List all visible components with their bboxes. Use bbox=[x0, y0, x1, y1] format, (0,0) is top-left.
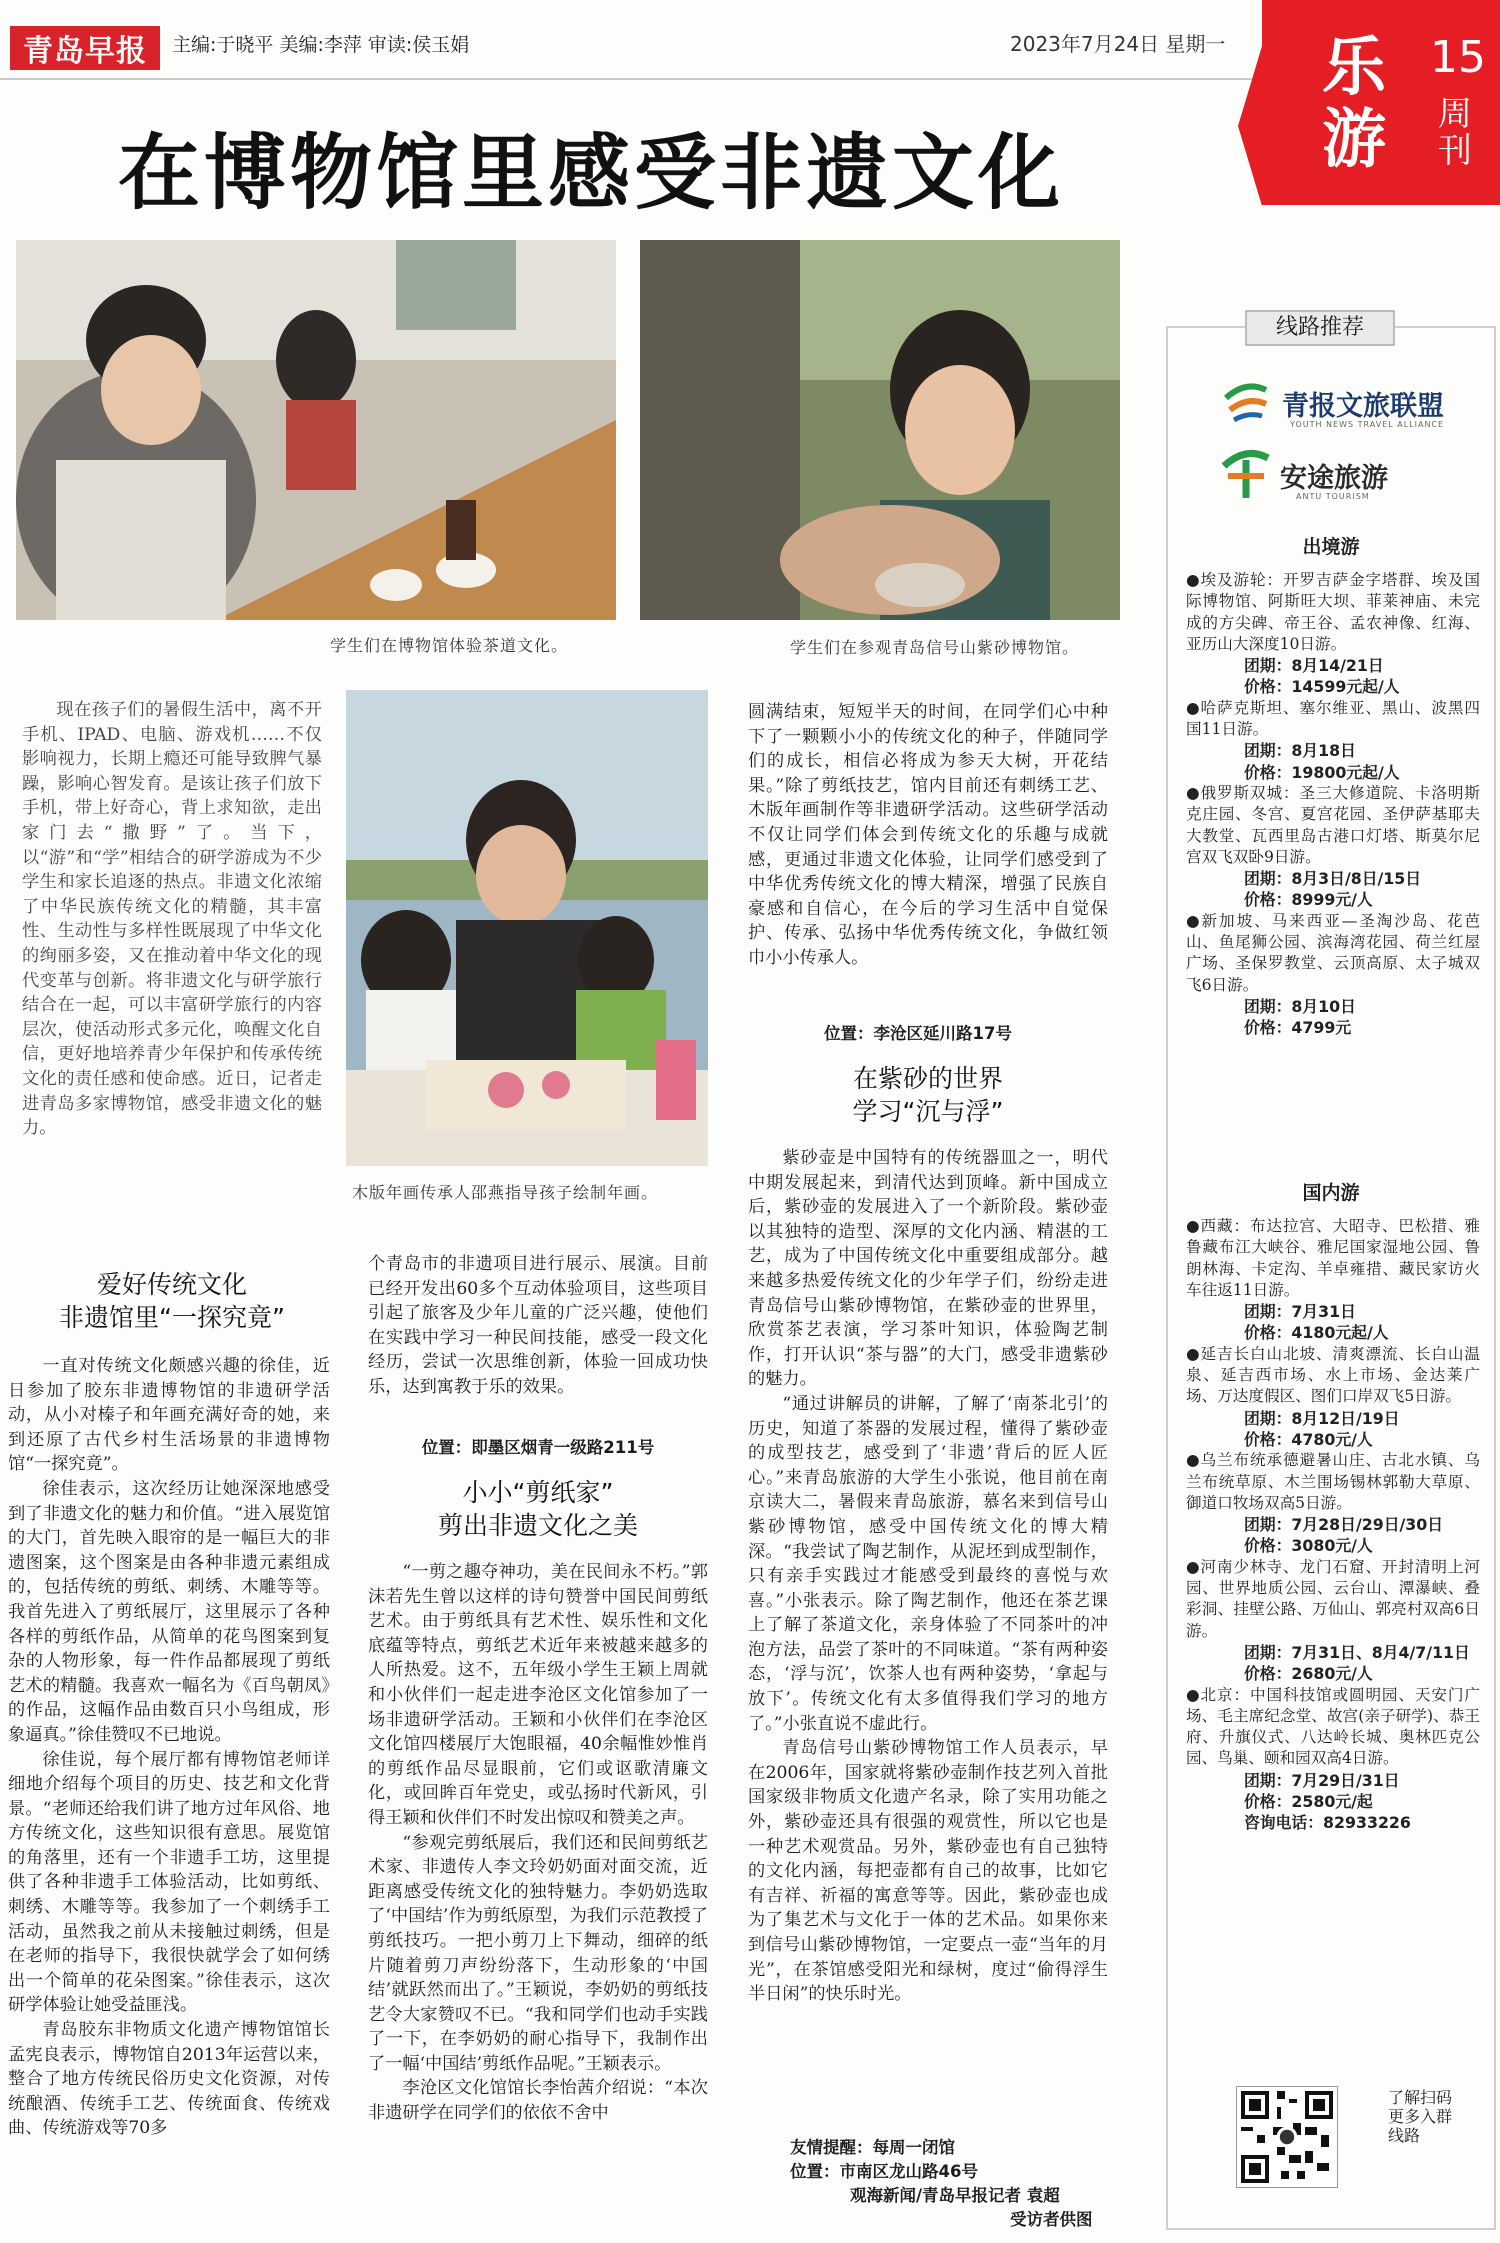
route-dates: 团期：8月14/21日 bbox=[1244, 656, 1384, 676]
route-dates: 团期：7月31日 bbox=[1244, 1302, 1356, 1322]
location-1: 位置：即墨区烟青一级路211号 bbox=[421, 1438, 655, 1457]
section2-body bbox=[368, 1560, 708, 2126]
section1-continued-paragraph: 个青岛市的非遗项目进行展示、展演。目前已经开发出60多个互动体验项目，这些项目引起了旅客及少年儿童的广泛兴趣，使他们在实践中学习一种民间技能，感受一段文化经历，尝试一次思维创新，体验一回成功快乐，达到寓教于乐的效果。 bbox=[368, 1254, 708, 1397]
outbound-routes bbox=[1186, 570, 1480, 1039]
route-price: 价格：2680元/人 bbox=[1244, 1664, 1373, 1684]
brand2-name: 安途旅游 bbox=[1280, 463, 1388, 494]
route-description: ●新加坡、马来西亚—圣淘沙岛、花芭山、鱼尾狮公园、滨海湾花园、荷兰红屋广场、圣保罗教堂、云顶高原、太子城双飞6日游。 bbox=[1186, 911, 1480, 994]
photo-new-year-painting bbox=[346, 690, 708, 1166]
closing-tip: 友情提醒：每周一闭馆 bbox=[790, 2138, 955, 2157]
new-year-painting-image bbox=[346, 690, 708, 1166]
section2-paragraph: “一剪之趣夺神功，美在民间永不朽。”郭沫若先生曾以这样的诗句赞誉中国民间剪纸艺术。由于剪纸具有艺术性、娱乐性和文化底蕴等特点，剪纸艺术近年来被越来越多的人所热爱。这不，五年级小学生王颖上周就和小伙伴们一起走进李沧区文化馆参加了一场非遗研学活动。王颖和小伙伴们在李沧区文化馆四楼展厅大饱眼福，40余幅惟妙惟肖的剪纸作品尽显眼前，它们或讴歌清廉文化，或回眸百年党史，或弘扬时代新风，引得王颖和伙伴们不时发出惊叹和赞美之声。 bbox=[368, 1562, 708, 1828]
route-price: 价格：19800元起/人 bbox=[1244, 762, 1400, 782]
domestic-heading: 国内游 bbox=[1302, 1182, 1360, 1204]
section1-paragraph: 青岛胶东非物质文化遗产博物馆馆长孟宪良表示，博物馆自2013年运营以来，整合了地方传统民俗历史文化资源，对传统酿酒、传统手工艺、传统面食、传统戏曲、传统游戏等70多 bbox=[8, 2020, 330, 2139]
route-price: 价格：4799元 bbox=[1244, 1018, 1352, 1038]
route-item bbox=[1186, 1450, 1480, 1556]
section2-paragraph: 李沧区文化馆馆长李怡茜介绍说：“本次非遗研学在同学们的依依不舍中 bbox=[368, 2078, 708, 2124]
route-price: 价格：4180元起/人 bbox=[1244, 1323, 1389, 1343]
route-price: 价格：2580元/起 bbox=[1244, 1792, 1373, 1812]
domestic-routes bbox=[1186, 1216, 1480, 1834]
route-item bbox=[1186, 911, 1480, 1039]
section1-paragraph: 徐佳表示，这次经历让她深深地感受到了非遗文化的魅力和价值。“进入展览馆的大门，首先映入眼帘的是一幅巨大的非遗图案，这个图案是由各种非遗元素组成的，包括传统的剪纸、刺绣、木雕等等。我首先进入了剪纸展厅，这里展示了各种各样的剪纸作品，从简单的花鸟图案到复杂的人物形象，每一件作品都展现了剪纸艺术的精髓。我喜欢一幅名为《百鸟朝凤》的作品，这幅作品由数百只小鸟组成，形象逼真。”徐佳赞叹不已地说。 bbox=[8, 1478, 330, 1745]
route-item bbox=[1186, 570, 1480, 698]
editor-credits: 主编:于晓平 美编:李萍 审读:侯玉娟 bbox=[172, 34, 470, 56]
route-dates: 团期：8月18日 bbox=[1244, 741, 1356, 761]
route-item bbox=[1186, 783, 1480, 911]
section1-paragraph: 一直对传统文化颇感兴趣的徐佳，近日参加了胶东非遗博物馆的非遗研学活动，从小对榛子和年画充满好奇的她，来到还原了古代乡村生活场景的非遗博物馆“一探究竟”。 bbox=[8, 1356, 330, 1475]
route-dates: 团期：7月31日、8月4/7/11日 bbox=[1244, 1642, 1470, 1662]
newspaper-logo: 青岛早报 bbox=[10, 26, 160, 70]
zisha-museum-image bbox=[640, 240, 1120, 620]
photo3-caption: 木版年画传承人邵燕指导孩子绘制年画。 bbox=[352, 1183, 659, 1202]
section-char-1: 乐 bbox=[1322, 31, 1386, 105]
section1-body bbox=[8, 1354, 330, 2141]
byline: 观海新闻/青岛早报记者 袁超 bbox=[850, 2186, 1060, 2205]
route-item bbox=[1186, 1216, 1480, 1344]
route-description: ●埃及游轮：开罗吉萨金字塔群、埃及国际博物馆、阿斯旺大坝、菲莱神庙、未完成的方尖碑、帝王谷、孟农神像、红海、亚历山大深度10日游。 bbox=[1186, 571, 1480, 653]
route-price: 价格：8999元/人 bbox=[1244, 890, 1373, 910]
section-type: 周刊 bbox=[1438, 94, 1472, 172]
section3-body bbox=[748, 1146, 1108, 2007]
lead-paragraph: 现在孩子们的暑假生活中，离不开手机、IPAD、电脑、游戏机……不仅影响视力，长期上瘾还可能导致脾气暴躁，影响心智发育。是该让孩子们放下手机，带上好奇心，背上求知欲，走出家门去“撒野”了。当下，以“游”和“学”相结合的研学游成为不少学生和家长追逐的热点。非遗文化浓缩了中华民族传统文化的精髓，其丰富性、生动性与多样性既展现了中华文化的绚丽多姿，又在推动着中华文化的现代变革与创新。将非遗文化与研学旅行结合在一起，可以丰富研学旅行的内容层次，使活动形式多元化，唤醒文化自信，更好地培养青少年保护和传承传统文化的责任感和使命感。近日，记者走进青岛多家博物馆，感受非遗文化的魅力。 bbox=[22, 700, 322, 1139]
photo1-caption: 学生们在博物馆体验茶道文化。 bbox=[330, 636, 569, 655]
section-tag-notch bbox=[1238, 46, 1262, 206]
section3-heading: 在紫砂的世界 学习“沉与浮” bbox=[852, 1064, 1004, 1126]
route-item bbox=[1186, 1344, 1480, 1450]
section2-continued bbox=[748, 700, 1108, 971]
photo2-caption: 学生们在参观青岛信号山紫砂博物馆。 bbox=[790, 638, 1080, 657]
route-description: ●乌兰布统承德避暑山庄、古北水镇、乌兰布统草原、木兰围场锡林郭勒大草原、御道口牧场双高5日游。 bbox=[1186, 1451, 1480, 1512]
route-dates: 团期：8月3日/8日/15日 bbox=[1244, 869, 1422, 889]
photo-credit: 受访者供图 bbox=[1010, 2210, 1093, 2229]
page-number: 15 bbox=[1430, 32, 1486, 83]
qr-code[interactable] bbox=[1236, 2086, 1338, 2188]
route-description: ●俄罗斯双城：圣三大修道院、卡洛明斯克庄园、冬宫、夏宫花园、圣伊萨基耶夫大教堂、瓦西里岛古港口灯塔、斯莫尔尼宫双飞双卧9日游。 bbox=[1186, 783, 1480, 866]
route-description: ●西藏：布达拉宫、大昭寺、巴松措、雅鲁藏布江大峡谷、雅尼国家湿地公园、鲁朗林海、卡定沟、羊卓雍措、藏民家访火车往返11日游。 bbox=[1186, 1217, 1480, 1299]
masthead-rule bbox=[0, 78, 1262, 80]
section3-paragraph: “通过讲解员的讲解，了解了‘南茶北引’的历史，知道了茶器的发展过程，懂得了紫砂壶的成型技艺，感受到了‘非遗’背后的匠人匠心。”来青岛旅游的大学生小张说，他目前在南京读大二，暑假来青岛旅游，慕名来到信号山紫砂博物馆，感受中国传统文化的博大精深。“我尝试了陶艺制作，从泥坯到成型制作，只有亲手实践过才能感受到最终的喜悦与欢喜。”小张表示。除了陶艺制作，他还在茶艺课上了解了茶道文化，亲身体验了不同茶叶的冲泡方法，品尝了茶叶的不同味道。“茶有两种姿态，‘浮与沉’，饮茶人也有两种姿势，‘拿起与放下’。传统文化有太多值得我们学习的地方了。”小张直说不虚此行。 bbox=[748, 1393, 1108, 1734]
location-3: 位置：市南区龙山路46号 bbox=[790, 2162, 978, 2181]
location-2: 位置：李沧区延川路17号 bbox=[824, 1024, 1012, 1043]
page-headline: 在博物馆里感受非遗文化 bbox=[118, 125, 1065, 221]
route-item bbox=[1186, 698, 1480, 783]
route-item bbox=[1186, 1685, 1480, 1834]
section1-paragraph: 徐佳说，每个展厅都有博物馆老师详细地介绍每个项目的历史、技艺和文化背景。“老师还给我们讲了地方过年风俗、地方传统文化，这些知识很有意思。展览馆的角落里，还有一个非遗手工坊，这里提供了各种非遗手工体验活动，比如剪纸、刺绣、木雕等等。我参加了一个刺绣手工活动，虽然我之前从未接触过刺绣，但是在老师的指导下，我很快就学会了如何绣出一个简单的花朵图案。”徐佳表示，这次研学体验让她受益匪浅。 bbox=[8, 1749, 330, 2016]
qr-note-scan: 扫码入群 bbox=[1420, 2088, 1453, 2126]
photo-zisha-museum bbox=[640, 240, 1120, 620]
section2-paragraph: “参观完剪纸展后，我们还和民间剪纸艺术家、非遗传人李文玲奶奶面对面交流，近距离感受传统文化的独特魅力。李奶奶选取了‘中国结’作为剪纸原型，为我们示范教授了剪纸技巧。一把小剪刀上下舞动，细碎的纸片随着剪刀声纷纷落下，生动形象的‘中国结’就跃然而出了。”王颖说，李奶奶的剪纸技艺令大家赞叹不已。“我和同学们也动手实践了一下，在李奶奶的耐心指导下，我制作出了一幅‘中国结’剪纸作品呢。”王颖表示。 bbox=[368, 1832, 708, 2074]
route-item bbox=[1186, 1557, 1480, 1685]
hotline: 咨询电话：82933226 bbox=[1244, 1813, 1411, 1833]
section3-paragraph: 紫砂壶是中国特有的传统器皿之一，明代中期发展起来，到清代达到顶峰。新中国成立后，紫砂壶的发展进入了一个新阶段。紫砂壶以其独特的造型、深厚的文化内涵、精湛的工艺，成为了中国传统文化中重要组成部分。越来越多热爱传统文化的少年学子们，纷纷走进青岛信号山紫砂博物馆，在紫砂壶的世界里，欣赏茶艺表演，学习茶叶知识，体验陶艺制作，打开认识“茶与器”的大门，感受非遗紫砂的魅力。 bbox=[748, 1148, 1108, 1390]
route-dates: 团期：7月28日/29日/30日 bbox=[1244, 1515, 1444, 1535]
section2-heading: 小小“剪纸家” 剪出非遗文化之美 bbox=[437, 1478, 638, 1540]
tea-ceremony-image bbox=[16, 240, 616, 620]
section1-heading: 爱好传统文化 非遗馆里“一探究竟” bbox=[59, 1270, 285, 1332]
route-description: ●哈萨克斯坦、塞尔维亚、黑山、波黑四国11日游。 bbox=[1186, 698, 1480, 739]
qr-note-more-routes: 了解更多线路 bbox=[1388, 2088, 1421, 2145]
route-price: 价格：14599元起/人 bbox=[1244, 677, 1400, 697]
section-char-2: 游 bbox=[1322, 103, 1386, 177]
route-price: 价格：3080元/人 bbox=[1244, 1536, 1373, 1556]
route-price: 价格：4780元/人 bbox=[1244, 1429, 1373, 1449]
section3-paragraph: 青岛信号山紫砂博物馆工作人员表示，早在2006年，国家就将紫砂壶制作技艺列入首批国家级非物质文化遗产名录，除了实用功能之外，紫砂壶还具有很强的观赏性，所以它也是一种艺术观赏品。另外，紫砂壶也有自己独特的文化内涵，每把壶都有自己的故事，比如它有吉祥、祈福的寓意等等。因此，紫砂壶也成为了集艺术与文化于一体的艺术品。如果你来到信号山紫砂博物馆，一定要点一壶“当年的月光”，在茶馆感受阳光和绿树，度过“偷得浮生半日闲”的快乐时光。 bbox=[748, 1738, 1108, 2005]
route-description: ●延吉长白山北坡、清爽漂流、长白山温泉、延吉西市场、水上市场、金达莱广场、万达度假区、图们口岸双飞5日游。 bbox=[1186, 1344, 1480, 1406]
qr-code-icon bbox=[1237, 2087, 1337, 2187]
route-description: ●河南少林寺、龙门石窟、开封清明上河园、世界地质公园、云台山、潭瀑峡、叠彩洞、挂壁公路、万仙山、郭亮村双高6日游。 bbox=[1186, 1557, 1480, 1640]
section-tag bbox=[1262, 0, 1500, 205]
route-dates: 团期：7月29日/31日 bbox=[1244, 1770, 1400, 1790]
brand1-name: 青报文旅联盟 bbox=[1282, 391, 1444, 422]
route-dates: 团期：8月12日/19日 bbox=[1244, 1408, 1400, 1428]
brand2-subtitle: ANTU TOURISM bbox=[1296, 492, 1370, 501]
photo-tea-ceremony bbox=[16, 240, 616, 620]
section1-continued bbox=[368, 1252, 708, 1400]
route-description: ●北京：中国科技馆或圆明园、天安门广场、毛主席纪念堂、故宫(亲子研学)、恭王府、升旗仪式、八达岭长城、奥林匹克公园、鸟巢、颐和园双高4日游。 bbox=[1186, 1685, 1480, 1768]
outbound-heading: 出境游 bbox=[1302, 536, 1360, 558]
section2-continued-paragraph: 圆满结束，短短半天的时间，在同学们心中种下了一颗颗小小的传统文化的种子，伴随同学们的成长，相信必将成为参天大树，开花结果。”除了剪纸技艺，馆内目前还有刺绣工艺、木版年画制作等非遗研学活动。这些研学活动不仅让同学们体会到传统文化的乐趣与成就感，更通过非遗文化体验，让同学们感受到了中华优秀传统文化的博大精深，增强了民族自豪感和自信心，在今后的学习生活中自觉保护、传承、弘扬中华优秀传统文化，争做红领巾小小传承人。 bbox=[748, 702, 1108, 968]
article-lead bbox=[22, 698, 322, 1141]
brand1-logo-icon bbox=[1220, 376, 1272, 430]
brand1-subtitle: YOUTH NEWS TRAVEL ALLIANCE bbox=[1290, 420, 1445, 429]
route-dates: 团期：8月10日 bbox=[1244, 996, 1356, 1016]
sidebar-title: 线路推荐 bbox=[1245, 310, 1395, 346]
issue-date: 2023年7月24日 星期一 bbox=[1010, 32, 1226, 56]
brand2-logo-icon bbox=[1218, 446, 1274, 506]
